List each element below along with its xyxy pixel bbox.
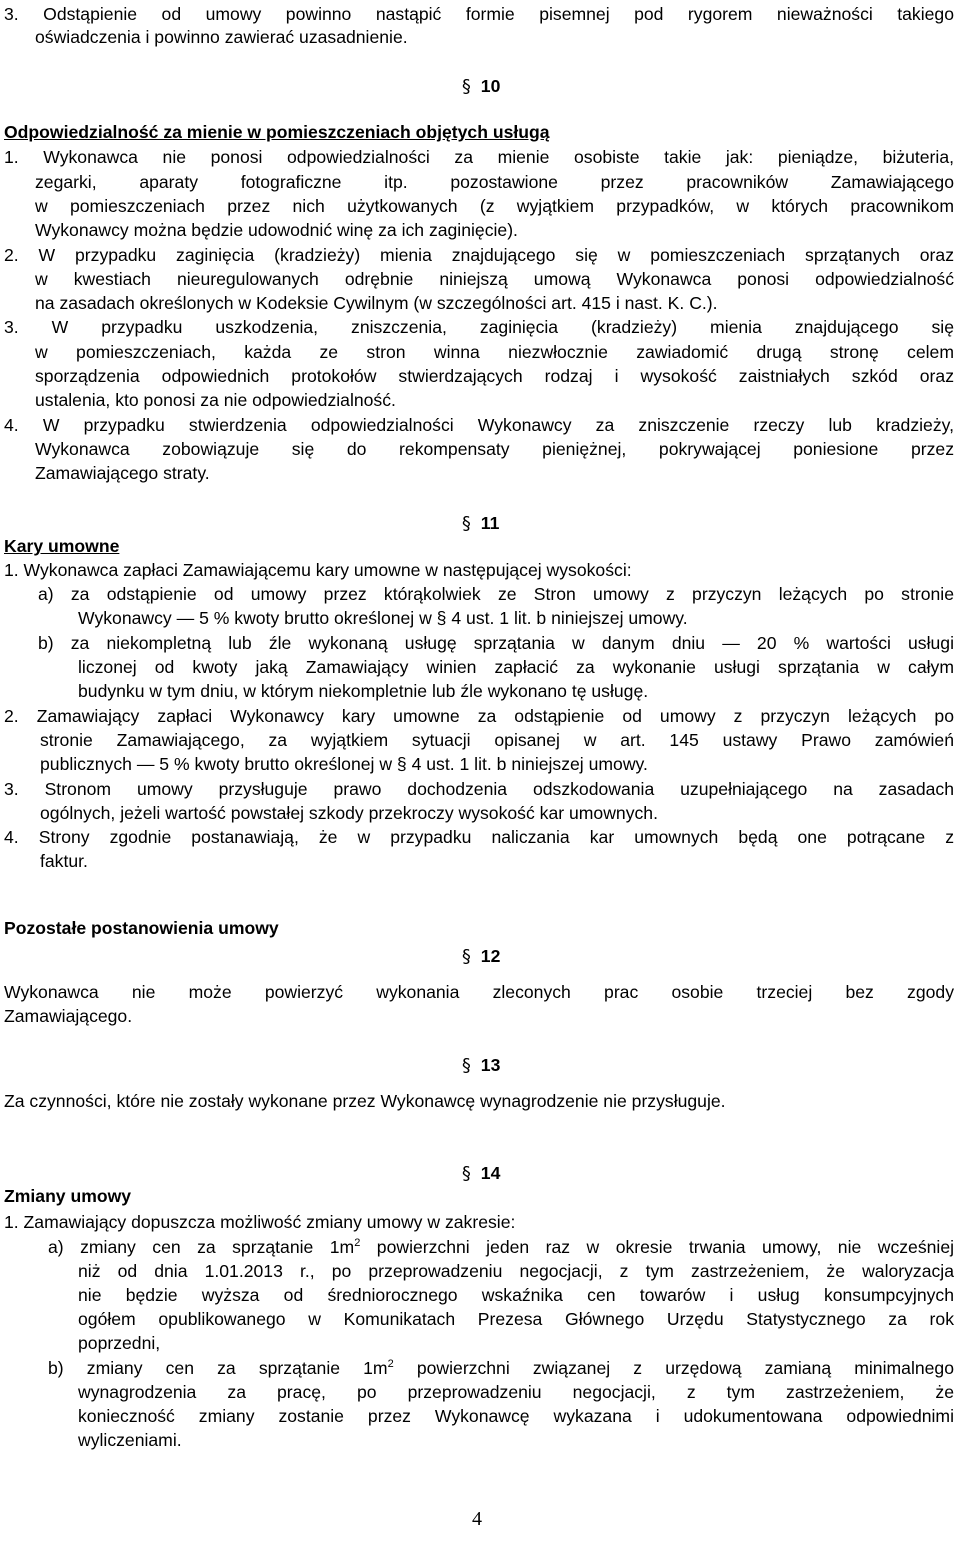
paragraph-line: 4. W przypadku stwierdzenia odpowiedzialności Wykonawcy za zniszczenie rzeczy lub kradzieży, — [4, 415, 954, 435]
paragraph-line: 2. W przypadku zaginięcia (kradzieży) mienia znajdującego się w pomieszczeniach sprzątanych oraz — [4, 245, 954, 265]
paragraph-line: oświadczenia i powinno zawierać uzasadnienie. — [35, 27, 408, 47]
paragraph-line: ustalenia, kto ponosi za nie odpowiedzialność. — [35, 390, 396, 410]
paragraph-line: niż od dnia 1.01.2013 r., po przeprowadzeniu negocjacji, z tym zastrzeżeniem, że waloryzacja — [78, 1261, 954, 1281]
paragraph-line: na zasadach określonych w Kodeksie Cywilnym (w szczególności art. 415 i nast. K. C.). — [35, 293, 718, 313]
paragraph-line: ogólnych, jeżeli wartość powstałej szkody przekroczy wysokość kar umownych. — [40, 803, 658, 823]
paragraph-line: b) za niekompletną lub źle wykonaną usługę sprzątania w danym dniu — 20 % wartości usługi — [38, 633, 954, 653]
paragraph-line: poprzedni, — [78, 1333, 161, 1353]
paragraph-line: w kwestiach nieuregulowanych odrębnie niniejszą umową Wykonawca ponosi odpowiedzialność — [35, 269, 954, 289]
section-number: § 10 — [462, 76, 501, 97]
section-heading: Zmiany umowy — [4, 1186, 132, 1206]
paragraph-line: 1. Zamawiający dopuszcza możliwość zmiany umowy w zakresie: — [4, 1212, 516, 1232]
section-number: § 12 — [462, 946, 501, 967]
paragraph-line: w pomieszczeniach, każda ze stron winna niezwłocznie zawiadomić drugą stronę celem — [35, 342, 954, 362]
paragraph-line: zegarki, aparaty fotograficzne itp. pozostawione przez pracowników Zamawiającego — [35, 172, 954, 192]
paragraph-line: wynagrodzenia za pracę, po przeprowadzeniu negocjacji, z tym zastrzeżeniem, że — [78, 1382, 954, 1402]
section-heading: Kary umowne — [4, 536, 120, 556]
paragraph-line: ogółem opublikowanego w Komunikatach Prezesa Głównego Urzędu Statystycznego za rok — [78, 1309, 954, 1329]
section-number: § 11 — [462, 513, 500, 534]
paragraph-line: b) zmiany cen za sprzątanie $1m^2$ powierzchni związanej z urzędową zamianą minimalnego — [48, 1358, 954, 1378]
page-number: 4 — [472, 1508, 482, 1530]
paragraph-line: Zamawiającego straty. — [35, 463, 210, 483]
paragraph-line: nie będzie wyższa od średniorocznego wskaźnika cen towarów i usług konsumpcyjnych — [78, 1285, 954, 1305]
paragraph-line: wyliczeniami. — [78, 1430, 182, 1450]
paragraph-line: w pomieszczeniach przez nich użytkowanych (z wyjątkiem przypadków, w których pracownikom — [35, 196, 954, 216]
paragraph-line: 4. Strony zgodnie postanawiają, że w przypadku naliczania kar umownych będą one potrącane z — [4, 827, 954, 847]
paragraph-line: 1. Wykonawca zapłaci Zamawiającemu kary umowne w następującej wysokości: — [4, 560, 632, 580]
paragraph-line: 1. Wykonawca nie ponosi odpowiedzialności za mienie osobiste takie jak: pieniądze, biżuteria, — [4, 147, 954, 167]
paragraph-line: 3. Odstąpienie od umowy powinno nastąpić formie pisemnej pod rygorem nieważności takiego — [4, 4, 954, 24]
paragraph-line: Za czynności, które nie zostały wykonane przez Wykonawcę wynagrodzenie nie przysługuje. — [4, 1091, 726, 1111]
section-number: § 14 — [462, 1163, 501, 1184]
paragraph-line: a) zmiany cen za sprzątanie $1m^2$ powierzchni jeden raz w okresie trwania umowy, nie wcześniej — [48, 1237, 954, 1257]
section-heading: Odpowiedzialność za mienie w pomieszczeniach objętych usługą — [4, 122, 550, 142]
paragraph-line: stronie Zamawiającego, za wyjątkiem sytuacji opisanej w art. 145 ustawy Prawo zamówień — [40, 730, 954, 750]
paragraph-line: a) za odstąpienie od umowy przez którąkolwiek ze Stron umowy z przyczyn leżących po stronie — [38, 584, 954, 604]
paragraph-line: budynku w tym dniu, w którym niekompletnie lub źle wykonano tę usługę. — [78, 681, 649, 701]
paragraph-line: 3. Stronom umowy przysługuje prawo dochodzenia odszkodowania uzupełniającego na zasadach — [4, 779, 954, 799]
paragraph-line: publicznych — 5 % kwoty brutto określonej w § 4 ust. 1 lit. b niniejszej umowy. — [40, 754, 648, 774]
section-heading: Pozostałe postanowienia umowy — [4, 918, 279, 938]
paragraph-line: sporządzenia odpowiednich protokołów stwierdzających rodzaj i wysokość zaistniałych szkód oraz — [35, 366, 954, 386]
paragraph-line: 3. W przypadku uszkodzenia, zniszczenia, zaginięcia (kradzieży) mienia znajdującego się — [4, 317, 954, 337]
paragraph-line: faktur. — [40, 851, 88, 871]
paragraph-line: liczonej od kwoty jaką Zamawiający winien zapłacić za wykonanie usługi sprzątania w całym — [78, 657, 954, 677]
paragraph-line: Zamawiającego. — [4, 1006, 133, 1026]
paragraph-line: Wykonawca nie może powierzyć wykonania zleconych prac osobie trzeciej bez zgody — [4, 982, 954, 1002]
paragraph-line: Wykonawcy — 5 % kwoty brutto określonej w § 4 ust. 1 lit. b niniejszej umowy. — [78, 608, 688, 628]
paragraph-line: Wykonawcy można będzie udowodnić winę za ich zaginięcie). — [35, 220, 518, 240]
section-number: § 13 — [462, 1055, 501, 1076]
paragraph-line: konieczność zmiany zostanie przez Wykonawcę wykazana i udokumentowana odpowiednimi — [78, 1406, 954, 1426]
paragraph-line: Wykonawca zobowiązuje się do rekompensaty pieniężnej, pokrywającej poniesione przez — [35, 439, 954, 459]
paragraph-line: 2. Zamawiający zapłaci Wykonawcy kary umowne za odstąpienie od umowy z przyczyn leżących po — [4, 706, 954, 726]
